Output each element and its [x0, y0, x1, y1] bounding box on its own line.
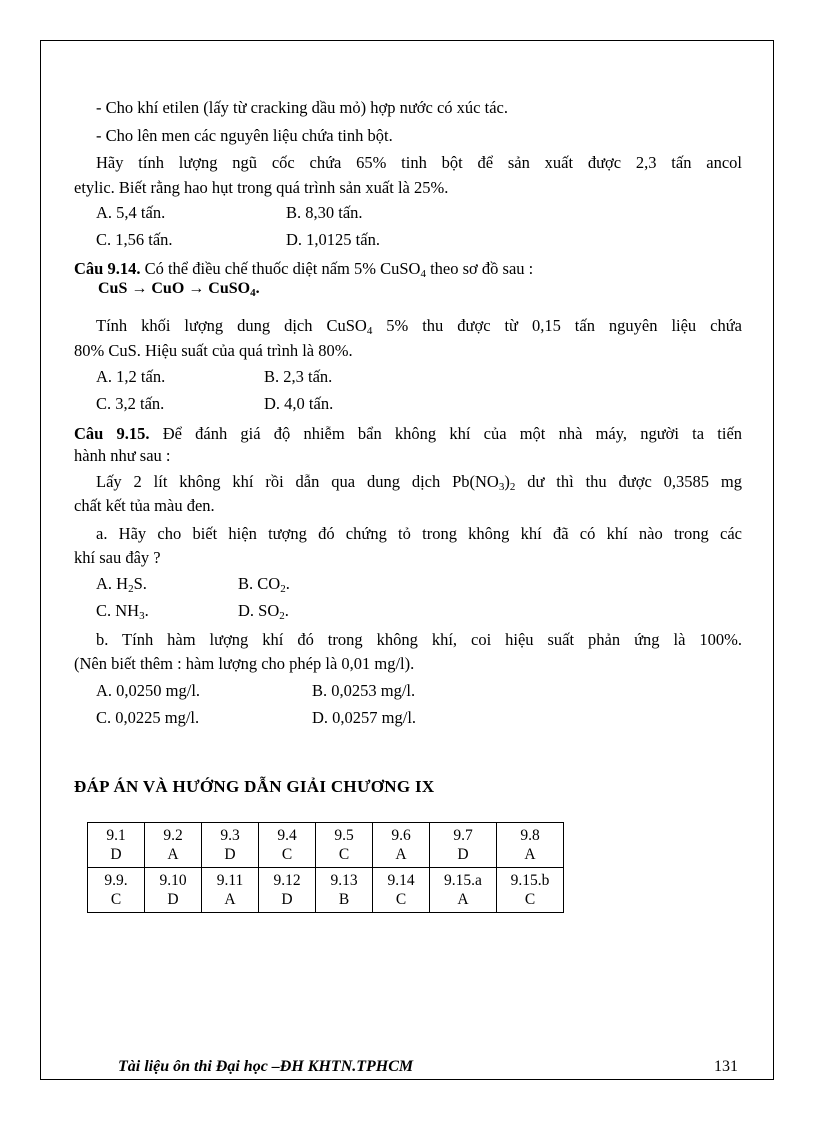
- question-text-line: b. Tính hàm lượng khí đó trong không khí, coi hiệu suất phản ứng là 100%.: [96, 630, 742, 649]
- option-a: A. $H_2S$.: [96, 574, 147, 595]
- answer-cell: 9.10 D: [145, 868, 202, 913]
- answer-cell: 9.15.a A: [430, 868, 497, 913]
- line-men: - Cho lên men các nguyên liệu chứa tinh bột.: [96, 126, 393, 145]
- reaction-scheme: CuS → CuO → CuSO$_4$.: [98, 280, 260, 299]
- arrow-icon: →: [188, 280, 205, 297]
- question-text-line: khí sau đây ?: [74, 548, 161, 567]
- answer-cell: 9.12 D: [259, 868, 316, 913]
- answer-cell: 9.14 C: [373, 868, 430, 913]
- option-c: C. 0,0225 mg/l.: [96, 708, 200, 727]
- option-d: D. 0,0257 mg/l.: [312, 708, 417, 727]
- question-text-line: etylic. Biết rằng hao hụt trong quá trình sản xuất là 25%.: [74, 178, 449, 197]
- option-c: C. 1,56 tấn.: [96, 230, 173, 249]
- question-text-line: chất kết tủa màu đen.: [74, 496, 215, 515]
- answer-cell: 9.6 A: [373, 823, 430, 868]
- option-d: D. 1,0125 tấn.: [286, 230, 380, 249]
- question-text-line: Tính khối lượng dung dịch CuSO$_4$ 5% thu được từ 0,15 tấn nguyên liệu chứa: [96, 316, 742, 337]
- answer-cell: 9.13 B: [316, 868, 373, 913]
- answer-cell: 9.8 A: [497, 823, 564, 868]
- answer-cell: 9.15.b C: [497, 868, 564, 913]
- question-text-line: 80% CuS. Hiệu suất của quá trình là 80%.: [74, 341, 353, 360]
- option-c: C. 3,2 tấn.: [96, 394, 165, 413]
- option-c: C. $NH_3$.: [96, 601, 149, 622]
- footer-title: Tài liệu ôn thi Đại học –ĐH KHTN.TPHCM: [118, 1058, 414, 1075]
- option-b: B. 0,0253 mg/l.: [312, 681, 416, 700]
- answer-cell: 9.2 A: [145, 823, 202, 868]
- question-label: Câu 9.14.: [74, 259, 141, 278]
- option-d: D. $SO_2$.: [238, 601, 289, 622]
- table-row: [88, 868, 564, 913]
- arrow-icon: →: [131, 280, 148, 297]
- question-9-15: Câu 9.15. Để đánh giá độ nhiễm bẩn không khí của một nhà máy, người ta tiến: [74, 424, 743, 443]
- question-text-line: a. Hãy cho biết hiện tượng đó chứng tỏ trong không khí đã có khí nào trong các: [96, 524, 742, 543]
- question-text-line: hành như sau :: [74, 446, 171, 465]
- option-a: A. 5,4 tấn.: [96, 203, 166, 222]
- question-label: Câu 9.15.: [74, 424, 150, 443]
- answer-cell: 9.11 A: [202, 868, 259, 913]
- option-a: A. 1,2 tấn.: [96, 367, 166, 386]
- answer-cell: 9.4 C: [259, 823, 316, 868]
- answer-cell: 9.3 D: [202, 823, 259, 868]
- option-b: B. 2,3 tấn.: [264, 367, 333, 386]
- question-text-line: Lấy 2 lít không khí rồi dẫn qua dung dịch $Pb(NO_3)_2$ dư thì thu được 0,3585 mg: [96, 472, 742, 493]
- line-etilen: - Cho khí etilen (lấy từ cracking dầu mỏ) hợp nước có xúc tác.: [96, 98, 508, 117]
- answer-cell: 9.7 D: [430, 823, 497, 868]
- answer-cell: 9.1 D: [88, 823, 145, 868]
- question-9-14: Câu 9.14. Có thể điều chế thuốc diệt nấm 5% CuSO$_4$ theo sơ đồ sau :: [74, 259, 534, 280]
- question-text-line: Hãy tính lượng ngũ cốc chứa 65% tinh bột để sản xuất được 2,3 tấn ancol: [96, 153, 742, 172]
- answer-cell: 9.5 C: [316, 823, 373, 868]
- question-text-line: (Nên biết thêm : hàm lượng cho phép là 0,01 mg/l).: [74, 654, 415, 673]
- answer-table: [87, 822, 564, 913]
- answer-cell: 9.9. C: [88, 868, 145, 913]
- option-b: B. 8,30 tấn.: [286, 203, 363, 222]
- option-d: D. 4,0 tấn.: [264, 394, 334, 413]
- option-b: B. $CO_2$.: [238, 574, 290, 595]
- page-number: 131: [714, 1058, 738, 1075]
- table-row: [88, 823, 564, 868]
- option-a: A. 0,0250 mg/l.: [96, 681, 201, 700]
- answer-section-heading: ĐÁP ÁN VÀ HƯỚNG DẪN GIẢI CHƯƠNG IX: [74, 777, 435, 796]
